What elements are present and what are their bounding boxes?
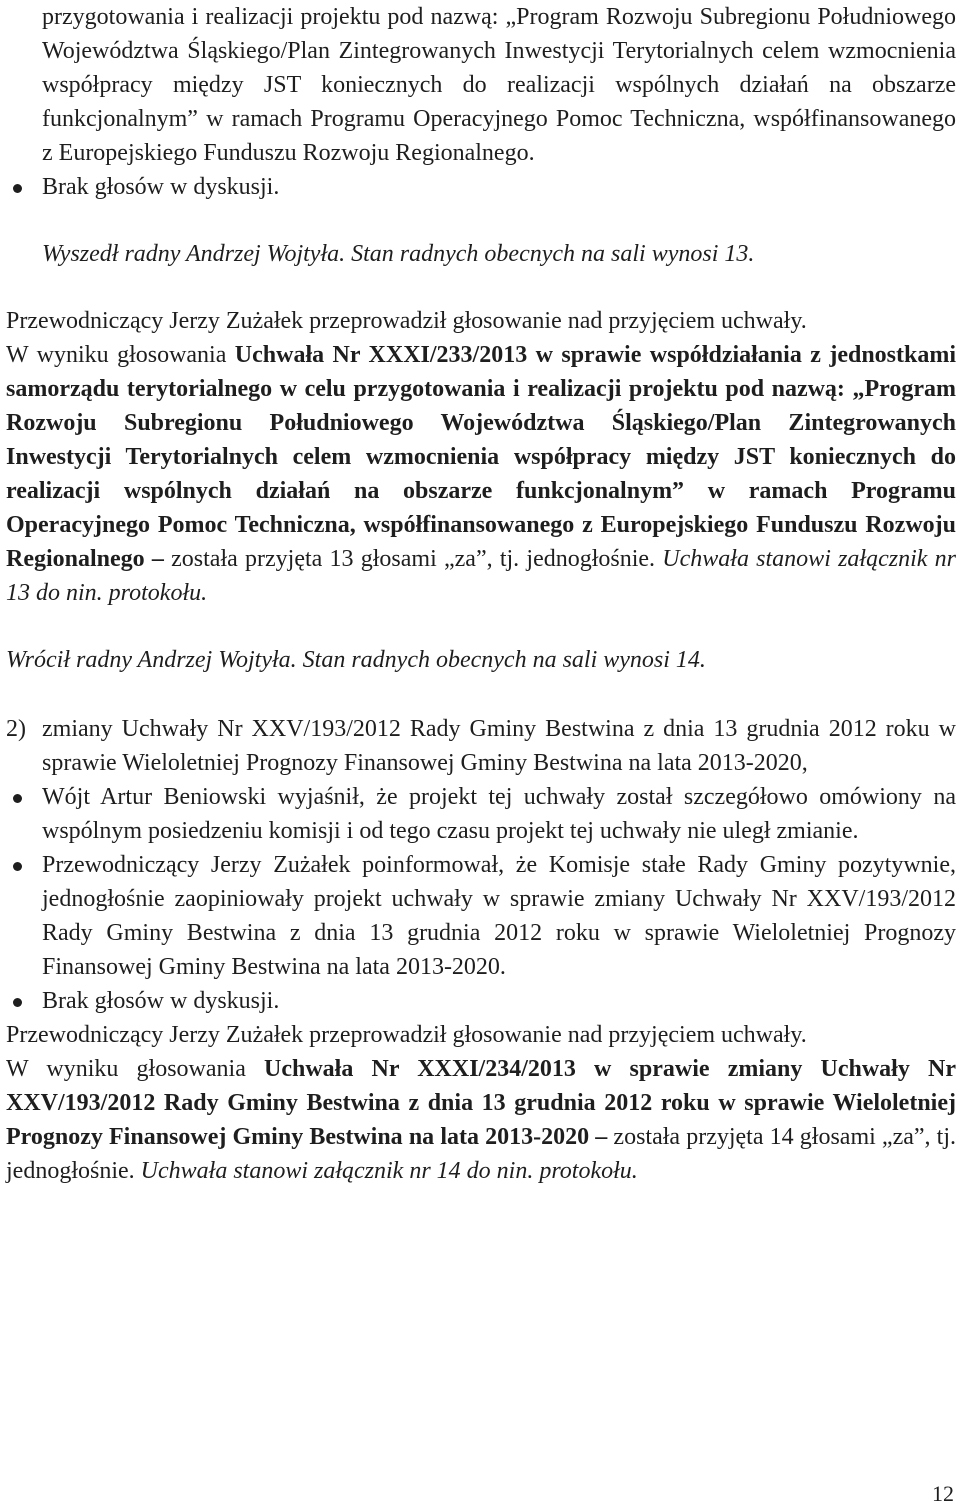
page-number: 12 <box>932 1481 954 1506</box>
note-councillor-left: Wyszedł radny Andrzej Wojtyła. Stan radnych obecnych na sali wynosi 13. <box>42 241 755 267</box>
document-page <box>6 0 956 1188</box>
bullet-text: Brak głosów w dyskusji. <box>42 988 280 1014</box>
attachment-note: Uchwała stanowi załącznik nr 14 do nin. protokołu. <box>140 1158 638 1184</box>
paragraph-vote-result-1 <box>6 338 956 610</box>
item-text: zmiany Uchwały Nr XXV/193/2012 Rady Gminy Bestwina z dnia 13 grudnia 2012 roku w sprawie Wieloletniej Prognozy Finansowej Gminy Bestwina na lata 2013-2020, <box>42 716 956 776</box>
agenda-item-2 <box>6 712 956 780</box>
resolution-title: Uchwała Nr XXXI/233/2013 w sprawie współdziałania z jednostkami samorządu terytorialnego w celu przygotowania i realizacji projektu pod nazwą: „Program Rozwoju Subregionu Południowego Województwa Śląskiego/Plan Zintegrowanych Inwestycji Terytorialnych celem wzmocnienia współpracy między JST koniecznych do realizacji wspólnych działań na obszarze funkcjonalnym” w ramach Programu Operacyjnego Pomoc Techniczna, współfinansowanego z Europejskiego Funduszu Rozwoju Regionalnego <box>6 342 956 572</box>
spacer <box>6 204 956 237</box>
spacer <box>6 610 956 643</box>
paragraph-project-continuation: przygotowania i realizacji projektu pod nazwą: „Program Rozwoju Subregionu Południowego Województwa Śląskiego/Plan Zintegrowanych Inwestycji Terytorialnych celem wzmocnienia współpracy między JST koniecznych do realizacji wspólnych działań na obszarze funkcjonalnym” w ramach Programu Operacyjnego Pomoc Techniczna, współfinansowanego z Europejskiego Funduszu Rozwoju Regionalnego. <box>42 4 956 166</box>
bullet-dot-icon <box>13 862 22 871</box>
bullet-mayor-explained <box>6 780 956 848</box>
resolution-title: Uchwała Nr XXXI/234/2013 w sprawie zmiany Uchwały Nr XXV/193/2012 Rady Gminy Bestwina z dnia 13 grudnia 2012 roku w sprawie Wieloletniej Prognozy Finansowej Gminy Bestwina na lata 2013-2020 <box>6 1056 956 1150</box>
bullet-dot-icon <box>13 998 22 1007</box>
paragraph-chair-vote-2: Przewodniczący Jerzy Zużałek przeprowadził głosowanie nad przyjęciem uchwały. <box>6 1022 807 1048</box>
vote-result: została przyjęta 14 głosami „za”, tj. jednogłośnie. <box>6 1124 957 1184</box>
attachment-note: Uchwała stanowi załącznik nr 13 do nin. protokołu. <box>6 546 956 606</box>
vote-prefix: W wyniku głosowania <box>6 1056 265 1082</box>
vote-prefix: W wyniku głosowania <box>6 342 235 368</box>
paragraph-chair-vote-1: Przewodniczący Jerzy Zużałek przeprowadził głosowanie nad przyjęciem uchwały. <box>6 308 807 334</box>
bullet-text: Wójt Artur Beniowski wyjaśnił, że projekt tej uchwały został szczegółowo omówiony na wspólnym posiedzeniu komisji i od tego czasu projekt tej uchwały nie uległ zmianie. <box>42 784 956 844</box>
bullet-no-discussion-1 <box>6 170 956 204</box>
item-number: 2) <box>6 716 26 742</box>
bullet-committees-opinion <box>6 848 956 984</box>
bullet-dot-icon <box>13 794 22 803</box>
note-councillor-returned: Wrócił radny Andrzej Wojtyła. Stan radnych obecnych na sali wynosi 14. <box>6 647 706 673</box>
dash: – <box>589 1124 614 1150</box>
dash: – <box>144 546 172 572</box>
paragraph-vote-result-2 <box>6 1052 956 1188</box>
bullet-text: Przewodniczący Jerzy Zużałek poinformował, że Komisje stałe Rady Gminy pozytywnie, jednogłośnie zaopiniowały projekt uchwały w sprawie zmiany Uchwały Nr XXV/193/2012 Rady Gminy Bestwina z dnia 13 grudnia 2012 roku w sprawie Wieloletniej Prognozy Finansowej Gminy Bestwina na lata 2013-2020. <box>42 852 956 980</box>
vote-result: została przyjęta 13 głosami „za”, tj. jednogłośnie. <box>171 546 663 572</box>
spacer <box>6 271 956 304</box>
bullet-text: Brak głosów w dyskusji. <box>42 174 280 200</box>
bullet-dot-icon <box>13 184 22 193</box>
spacer <box>6 677 956 712</box>
bullet-no-discussion-2 <box>6 984 956 1018</box>
